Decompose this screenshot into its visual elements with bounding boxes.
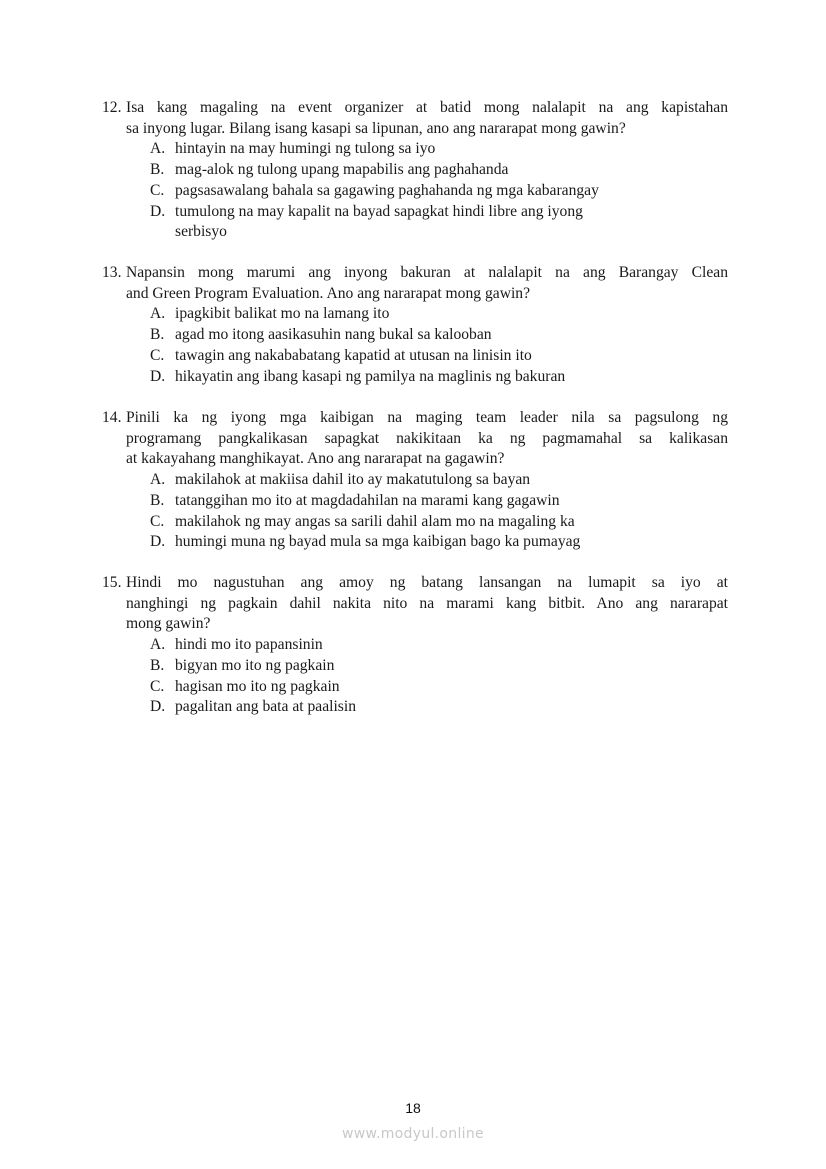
options-list <box>150 635 728 718</box>
option-c <box>150 346 728 367</box>
option-letter: B. <box>150 491 165 509</box>
option-text: agad mo itong aasikasuhin nang bukal sa kalooban <box>175 326 492 344</box>
option-d <box>150 532 728 553</box>
option-text: hagisan mo ito ng pagkain <box>175 677 340 695</box>
option-letter: D. <box>150 533 166 551</box>
option-text: makilahok ng may angas sa sarili dahil alam mo na magaling ka <box>175 512 575 530</box>
stem-line: Napansin mong marumi ang inyong bakuran at nalalapit na ang Barangay Clean <box>126 264 728 281</box>
stem-line: Isa kang magaling na event organizer at batid mong nalalapit na ang kapistahan <box>126 99 728 116</box>
watermark: www.modyul.online <box>342 1126 484 1142</box>
option-d <box>150 697 728 718</box>
option-d <box>150 367 728 388</box>
options-list <box>150 470 728 553</box>
option-letter: C. <box>150 677 165 695</box>
option-a <box>150 470 728 491</box>
option-text: bigyan mo ito ng pagkain <box>175 656 335 674</box>
question-15 <box>102 573 728 718</box>
option-text: hikayatin ang ibang kasapi ng pamilya na maglinis ng bakuran <box>175 367 566 385</box>
option-letter: B. <box>150 161 165 179</box>
option-letter: A. <box>150 636 166 654</box>
option-d <box>150 202 728 243</box>
page-number: 18 <box>405 1100 421 1116</box>
question-number: 15. <box>102 574 122 591</box>
options-list <box>150 139 728 243</box>
question-stem <box>126 263 728 304</box>
option-text: pagalitan ang bata at paalisin <box>175 698 356 716</box>
option-text: humingi muna ng bayad mula sa mga kaibigan bago ka pumayag <box>175 533 581 551</box>
option-c <box>150 181 728 202</box>
stem-line: Hindi mo nagustuhan ang amoy ng batang lansangan na lumapit sa iyo at <box>126 574 728 591</box>
option-letter: B. <box>150 656 165 674</box>
stem-line: programang pangkalikasan sapagkat nakikitaan ka ng pagmamahal sa kalikasan <box>126 429 728 447</box>
option-b <box>150 325 728 346</box>
option-text: mag-alok ng tulong upang mapabilis ang paghahanda <box>175 161 509 179</box>
option-a <box>150 304 728 325</box>
stem-line: at kakayahang manghikayat. Ano ang nararapat na gagawin? <box>126 450 505 468</box>
stem-line: nanghingi ng pagkain dahil nakita nito na marami kang bitbit. Ano ang nararapat <box>126 594 728 612</box>
question-number: 14. <box>102 409 122 426</box>
question-12 <box>102 98 728 243</box>
question-stem <box>126 408 728 470</box>
option-b <box>150 160 728 181</box>
stem-line: Pinili ka ng iyong mga kaibigan na maging team leader nila sa pagsulong ng <box>126 409 728 426</box>
stem-line: sa inyong lugar. Bilang isang kasapi sa lipunan, ano ang nararapat mong gawin? <box>126 119 626 137</box>
option-letter: D. <box>150 698 166 716</box>
option-text: tawagin ang nakababatang kapatid at utusan na linisin ito <box>175 346 532 364</box>
option-letter: C. <box>150 512 165 530</box>
option-c <box>150 512 728 533</box>
option-a <box>150 139 728 160</box>
option-letter: A. <box>150 471 166 489</box>
option-letter: B. <box>150 326 165 344</box>
stem-line: mong gawin? <box>126 615 211 633</box>
option-a <box>150 635 728 656</box>
question-number: 12. <box>102 99 122 116</box>
option-letter: C. <box>150 346 165 364</box>
option-text: tatanggihan mo ito at magdadahilan na marami kang gagawin <box>175 491 560 509</box>
option-b <box>150 491 728 512</box>
option-text: tumulong na may kapalit na bayad sapagkat hindi libre ang iyong <box>175 202 583 220</box>
option-text: hintayin na may humingi ng tulong sa iyo <box>175 140 436 158</box>
option-text: hindi mo ito papansinin <box>175 636 323 654</box>
option-letter: A. <box>150 140 166 158</box>
option-letter: D. <box>150 202 166 220</box>
options-list <box>150 304 728 387</box>
option-text: makilahok at makiisa dahil ito ay makatutulong sa bayan <box>175 471 531 489</box>
question-14 <box>102 408 728 553</box>
option-text: ipagkibit balikat mo na lamang ito <box>175 305 390 323</box>
option-letter: D. <box>150 367 166 385</box>
question-stem <box>126 98 728 139</box>
option-text-continued: serbisyo <box>175 223 227 241</box>
option-letter: C. <box>150 181 165 199</box>
stem-line: and Green Program Evaluation. Ano ang nararapat mong gawin? <box>126 284 531 302</box>
question-13 <box>102 263 728 387</box>
question-number: 13. <box>102 264 122 281</box>
option-b <box>150 656 728 677</box>
option-c <box>150 677 728 698</box>
question-stem <box>126 573 728 635</box>
option-letter: A. <box>150 305 166 323</box>
option-text: pagsasawalang bahala sa gagawing paghahanda ng mga kabarangay <box>175 181 599 199</box>
